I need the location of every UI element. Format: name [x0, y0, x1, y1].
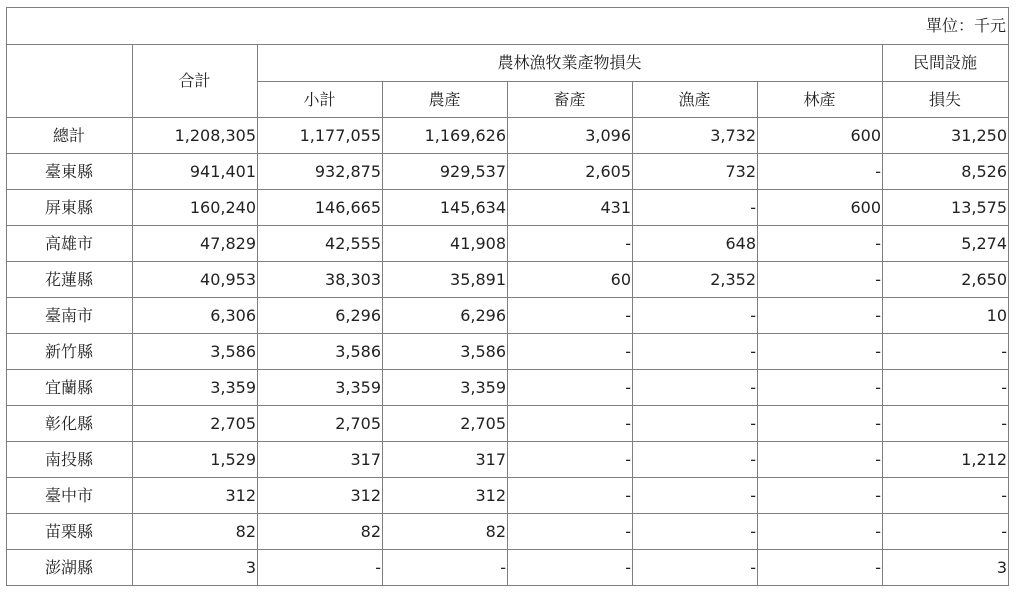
table-row [7, 478, 1009, 514]
table-cell: 31,250 [883, 118, 1009, 154]
table-cell: 2,705 [258, 406, 383, 442]
table-cell: 3,586 [258, 334, 383, 370]
header-group: 農林漁牧業產物損失 [258, 45, 883, 82]
header-total: 合計 [133, 45, 258, 118]
table-row [7, 370, 1009, 406]
table-cell: - [758, 478, 883, 514]
table-cell: 35,891 [383, 262, 508, 298]
header-fishery: 漁產 [633, 82, 758, 118]
table-cell: 8,526 [883, 154, 1009, 190]
table-cell: 145,634 [383, 190, 508, 226]
table-cell: 312 [383, 478, 508, 514]
table-row [7, 262, 1009, 298]
table-row [7, 226, 1009, 262]
table-cell: - [508, 298, 633, 334]
table-cell: - [508, 478, 633, 514]
table-row [7, 298, 1009, 334]
table-cell: - [633, 190, 758, 226]
corner-cell [7, 45, 133, 118]
table-cell: 929,537 [383, 154, 508, 190]
table-cell: - [758, 262, 883, 298]
table-cell: 648 [633, 226, 758, 262]
table-cell: - [508, 550, 633, 586]
table-row [7, 190, 1009, 226]
row-name: 宜蘭縣 [7, 370, 133, 406]
table-cell: 2,605 [508, 154, 633, 190]
table-cell: 2,705 [133, 406, 258, 442]
table-cell: - [508, 406, 633, 442]
table-cell: 3,096 [508, 118, 633, 154]
table-row [7, 154, 1009, 190]
table-cell: - [633, 550, 758, 586]
table-cell: 1,529 [133, 442, 258, 478]
row-name: 澎湖縣 [7, 550, 133, 586]
header-civil-line1: 民間設施 [883, 45, 1009, 82]
row-name: 臺東縣 [7, 154, 133, 190]
table-cell: 431 [508, 190, 633, 226]
table-cell: - [508, 514, 633, 550]
table-cell: 1,208,305 [133, 118, 258, 154]
table-cell: 312 [133, 478, 258, 514]
table-cell: 3,359 [133, 370, 258, 406]
header-civil-line2: 損失 [883, 82, 1009, 118]
loss-table [6, 7, 1009, 586]
table-cell: - [883, 370, 1009, 406]
table-cell: - [883, 478, 1009, 514]
row-name: 南投縣 [7, 442, 133, 478]
table-cell: - [758, 226, 883, 262]
table-cell: 60 [508, 262, 633, 298]
table-cell: - [758, 550, 883, 586]
table-cell: - [508, 334, 633, 370]
row-name: 彰化縣 [7, 406, 133, 442]
table-cell: 2,650 [883, 262, 1009, 298]
table-cell: - [633, 370, 758, 406]
table-cell: 3,732 [633, 118, 758, 154]
table-cell: 10 [883, 298, 1009, 334]
table-cell: 1,177,055 [258, 118, 383, 154]
table-cell: - [758, 442, 883, 478]
table-cell: 2,352 [633, 262, 758, 298]
table-row [7, 550, 1009, 586]
table-row [7, 406, 1009, 442]
table-cell: 941,401 [133, 154, 258, 190]
row-name: 新竹縣 [7, 334, 133, 370]
table-cell: - [758, 298, 883, 334]
table-cell: - [758, 370, 883, 406]
table-cell: - [508, 442, 633, 478]
table-cell: - [883, 514, 1009, 550]
row-name: 苗栗縣 [7, 514, 133, 550]
table-body [7, 118, 1009, 586]
header-agri: 農產 [383, 82, 508, 118]
table-cell: 317 [383, 442, 508, 478]
table-cell: 600 [758, 190, 883, 226]
unit-label: 單位：千元 [7, 8, 1009, 45]
table-cell: 3,359 [258, 370, 383, 406]
table-cell: 3 [133, 550, 258, 586]
table-cell: 312 [258, 478, 383, 514]
table-cell: - [383, 550, 508, 586]
table-cell: 146,665 [258, 190, 383, 226]
table-cell: - [883, 334, 1009, 370]
table-cell: 82 [133, 514, 258, 550]
table-cell: - [758, 154, 883, 190]
table-cell: - [633, 514, 758, 550]
table-cell: 3,586 [383, 334, 508, 370]
table-cell: 732 [633, 154, 758, 190]
table-cell: 317 [258, 442, 383, 478]
row-name: 屏東縣 [7, 190, 133, 226]
table-cell: 3,586 [133, 334, 258, 370]
table-cell: 40,953 [133, 262, 258, 298]
header-subtotal: 小計 [258, 82, 383, 118]
table-cell: 3,359 [383, 370, 508, 406]
row-name: 臺中市 [7, 478, 133, 514]
table-cell: - [758, 514, 883, 550]
table-row [7, 118, 1009, 154]
header-livestock: 畜產 [508, 82, 633, 118]
table-cell: 600 [758, 118, 883, 154]
table-cell: 6,306 [133, 298, 258, 334]
row-name: 花蓮縣 [7, 262, 133, 298]
table-cell: 932,875 [258, 154, 383, 190]
table-cell: 160,240 [133, 190, 258, 226]
table-cell: 82 [383, 514, 508, 550]
table-cell: - [633, 442, 758, 478]
table-cell: 42,555 [258, 226, 383, 262]
table-cell: 3 [883, 550, 1009, 586]
row-name: 總計 [7, 118, 133, 154]
table-cell: - [883, 406, 1009, 442]
table-cell: 5,274 [883, 226, 1009, 262]
table-cell: 2,705 [383, 406, 508, 442]
table-cell: 82 [258, 514, 383, 550]
table-row [7, 334, 1009, 370]
row-name: 臺南市 [7, 298, 133, 334]
table-cell: - [633, 298, 758, 334]
table-cell: - [633, 406, 758, 442]
table-cell: 47,829 [133, 226, 258, 262]
table-row [7, 514, 1009, 550]
table-cell: - [758, 334, 883, 370]
table-cell: - [758, 406, 883, 442]
table-cell: - [633, 334, 758, 370]
table-cell: 38,303 [258, 262, 383, 298]
header-forestry: 林產 [758, 82, 883, 118]
table-cell: 41,908 [383, 226, 508, 262]
row-name: 高雄市 [7, 226, 133, 262]
table-cell: 1,212 [883, 442, 1009, 478]
table-cell: 13,575 [883, 190, 1009, 226]
table-cell: 6,296 [383, 298, 508, 334]
table-cell: - [258, 550, 383, 586]
table-row [7, 442, 1009, 478]
table-cell: - [508, 226, 633, 262]
table-cell: 6,296 [258, 298, 383, 334]
table-cell: - [633, 478, 758, 514]
table-cell: - [508, 370, 633, 406]
table-cell: 1,169,626 [383, 118, 508, 154]
